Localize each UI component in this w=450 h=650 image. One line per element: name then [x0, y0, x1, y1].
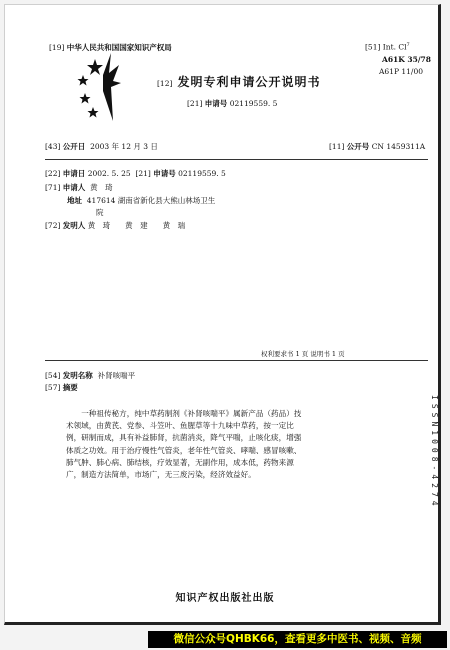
code-57: [57] — [45, 383, 61, 392]
office-name: 中华人民共和国国家知识产权局 — [66, 43, 172, 52]
int-cl-sup: 7 — [406, 42, 410, 48]
int-cl-line — [365, 42, 410, 52]
applicant: 黄 琦 — [90, 183, 113, 192]
applicant-label: 申请人 — [62, 183, 86, 192]
code-54: [54] — [45, 371, 61, 380]
abstract-label: 摘要 — [62, 383, 78, 392]
code-22: [22] — [45, 169, 61, 178]
code-21: [21] — [187, 99, 203, 108]
app-no: 02119559. 5 — [229, 99, 278, 108]
divider-middle — [45, 360, 428, 361]
inventor-label: 发明人 — [62, 221, 86, 230]
app-no-label: 申请号 — [204, 99, 228, 108]
abstract-heading — [45, 382, 78, 393]
pub-no-label: 公开号 — [346, 142, 370, 151]
code-71: [71] — [45, 183, 61, 192]
pub-date-label: 公开日 — [62, 142, 86, 151]
code-19: [19] — [49, 43, 65, 52]
document-page — [4, 4, 441, 625]
app-no-2: 02119559. 5 — [178, 169, 226, 178]
abstract-text: 一种祖传秘方，纯中草药制剂《补肾咳喘平》属新产品（药品）技术领域，由黄芪、党参、斗笠叶、鱼腥草等十九味中草药，按一定比例，研制而成，具有补益肺肾，抗菌消炎，降气平喘，止咳化痰，增强体质之功效。用于治疗慢性气管炎，老年性气管炎、哮喘、感冒咳嗽、肺气肿、肺心病、肺结核，疗效显著，无副作用，成本低，药物来源广，制造方法简单，市场广，无三废污染，经济效益好。 — [66, 409, 302, 480]
pub-no-line — [329, 141, 425, 152]
ipc-secondary: A61P 11/00 — [379, 67, 424, 76]
address-label: 地址 — [67, 196, 82, 205]
ipc-main: A61K 35/78 — [382, 55, 431, 64]
code-12: [12] — [157, 79, 173, 88]
invention-name-label: 发明名称 — [62, 371, 93, 380]
wechat-banner: 微信公众号QHBK66，查看更多中医书、视频、音频 — [148, 631, 447, 648]
inventors: 黄 琦 黄 建 黄 瑞 — [87, 221, 186, 230]
issn-vertical: ISSN1008-4274 — [430, 395, 439, 510]
app-no-label-2: 申请号 — [153, 169, 176, 178]
pub-date: 2003 年 12 月 3 日 — [90, 142, 158, 151]
code-72: [72] — [45, 221, 61, 230]
pub-no: CN 1459311A — [371, 142, 426, 151]
filing-date: 2002. 5. 25 — [87, 169, 131, 178]
invention-name-line — [45, 370, 135, 381]
address-text: 417614 湖南省新化县大熊山林场卫生 — [86, 196, 216, 205]
address-line-2: 院 — [96, 208, 104, 217]
filing-line — [45, 168, 226, 179]
invention-name: 补肾咳喘平 — [97, 371, 136, 380]
publisher-footer: 知识产权出版社出版 — [175, 593, 275, 604]
pub-date-line — [45, 141, 158, 152]
filing-label: 申请日 — [62, 169, 86, 178]
code-11: [11] — [329, 142, 345, 151]
patent-office-emblem-icon — [73, 47, 135, 127]
divider-top — [45, 159, 428, 160]
code-21b: [21] — [135, 169, 151, 178]
app-no-line — [187, 98, 277, 109]
document-title: 发明专利申请公开说明书 — [177, 75, 321, 89]
doc-title-line — [157, 71, 321, 90]
int-cl-label: Int. Cl — [382, 42, 407, 52]
inventor-line — [45, 220, 185, 231]
code-43: [43] — [45, 142, 61, 151]
applicant-line — [45, 182, 113, 193]
address-line — [67, 195, 215, 206]
claims-info: 权利要求书 1 页 说明书 1 页 — [261, 350, 345, 358]
code-51: [51] — [365, 42, 381, 52]
